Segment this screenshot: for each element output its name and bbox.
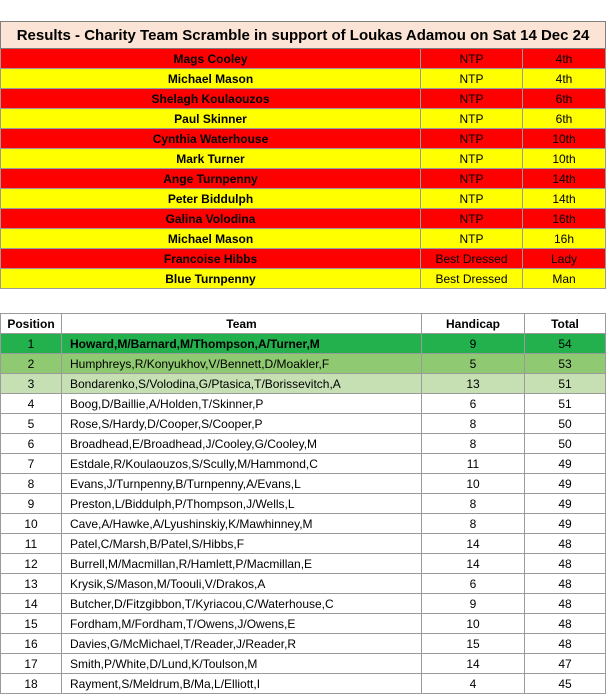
prize-row: [1, 249, 606, 269]
handicap-cell: 13: [422, 374, 525, 394]
prize-type: NTP: [421, 169, 523, 189]
prize-name: Galina Volodina: [1, 209, 421, 229]
position-cell: 3: [1, 374, 62, 394]
header-team: Team: [62, 314, 422, 334]
table-row: [1, 554, 606, 574]
results-header-row: [1, 314, 606, 334]
prize-name: Mags Cooley: [1, 49, 421, 69]
handicap-cell: 15: [422, 634, 525, 654]
table-row: [1, 534, 606, 554]
prize-row: [1, 209, 606, 229]
total-cell: 49: [525, 494, 606, 514]
team-cell: Patel,C/Marsh,B/Patel,S/Hibbs,F: [62, 534, 422, 554]
position-cell: 8: [1, 474, 62, 494]
team-cell: Preston,L/Biddulph,P/Thompson,J/Wells,L: [62, 494, 422, 514]
team-cell: Evans,J/Turnpenny,B/Turnpenny,A/Evans,L: [62, 474, 422, 494]
prize-value: 4th: [523, 69, 606, 89]
table-row: [1, 334, 606, 354]
total-cell: 49: [525, 514, 606, 534]
prize-value: 6th: [523, 89, 606, 109]
prize-name: Shelagh Koulaouzos: [1, 89, 421, 109]
prize-row: [1, 89, 606, 109]
table-row: [1, 434, 606, 454]
prize-row: [1, 49, 606, 69]
prize-type: NTP: [421, 149, 523, 169]
table-row: [1, 654, 606, 674]
team-cell: Smith,P/White,D/Lund,K/Toulson,M: [62, 654, 422, 674]
prize-value: Man: [523, 269, 606, 289]
team-cell: Estdale,R/Koulaouzos,S/Scully,M/Hammond,C: [62, 454, 422, 474]
handicap-cell: 8: [422, 514, 525, 534]
prize-value: 14th: [523, 189, 606, 209]
position-cell: 2: [1, 354, 62, 374]
position-cell: 6: [1, 434, 62, 454]
handicap-cell: 5: [422, 354, 525, 374]
table-row: [1, 474, 606, 494]
team-cell: Krysik,S/Mason,M/Toouli,V/Drakos,A: [62, 574, 422, 594]
position-cell: 13: [1, 574, 62, 594]
handicap-cell: 11: [422, 454, 525, 474]
prize-row: [1, 189, 606, 209]
prize-value: 16h: [523, 229, 606, 249]
total-cell: 48: [525, 534, 606, 554]
handicap-cell: 6: [422, 574, 525, 594]
prize-table: [0, 21, 606, 289]
position-cell: 7: [1, 454, 62, 474]
prize-name: Ange Turnpenny: [1, 169, 421, 189]
header-position: Position: [1, 314, 62, 334]
handicap-cell: 14: [422, 654, 525, 674]
prize-name: Mark Turner: [1, 149, 421, 169]
prize-name: Michael Mason: [1, 229, 421, 249]
table-row: [1, 614, 606, 634]
header-total: Total: [525, 314, 606, 334]
team-cell: Boog,D/Baillie,A/Holden,T/Skinner,P: [62, 394, 422, 414]
handicap-cell: 10: [422, 474, 525, 494]
prize-value: 4th: [523, 49, 606, 69]
prize-row: [1, 169, 606, 189]
handicap-cell: 6: [422, 394, 525, 414]
handicap-cell: 10: [422, 614, 525, 634]
position-cell: 1: [1, 334, 62, 354]
prize-type: NTP: [421, 109, 523, 129]
table-row: [1, 574, 606, 594]
position-cell: 10: [1, 514, 62, 534]
total-cell: 54: [525, 334, 606, 354]
total-cell: 49: [525, 474, 606, 494]
team-cell: Humphreys,R/Konyukhov,V/Bennett,D/Moakler,F: [62, 354, 422, 374]
prize-name: Blue Turnpenny: [1, 269, 421, 289]
team-cell: Burrell,M/Macmillan,R/Hamlett,P/Macmillan,E: [62, 554, 422, 574]
prize-value: 10th: [523, 149, 606, 169]
handicap-cell: 4: [422, 674, 525, 694]
prize-value: 16th: [523, 209, 606, 229]
total-cell: 53: [525, 354, 606, 374]
table-row: [1, 514, 606, 534]
prize-name: Michael Mason: [1, 69, 421, 89]
position-cell: 15: [1, 614, 62, 634]
team-cell: Rose,S/Hardy,D/Cooper,S/Cooper,P: [62, 414, 422, 434]
prize-row: [1, 149, 606, 169]
total-cell: 49: [525, 454, 606, 474]
prize-name: Cynthia Waterhouse: [1, 129, 421, 149]
total-cell: 50: [525, 434, 606, 454]
handicap-cell: 8: [422, 434, 525, 454]
position-cell: 17: [1, 654, 62, 674]
team-cell: Butcher,D/Fitzgibbon,T/Kyriacou,C/Waterhouse,C: [62, 594, 422, 614]
header-handicap: Handicap: [422, 314, 525, 334]
total-cell: 48: [525, 554, 606, 574]
prize-type: Best Dressed: [421, 249, 523, 269]
prize-row: [1, 129, 606, 149]
handicap-cell: 8: [422, 494, 525, 514]
table-row: [1, 634, 606, 654]
prize-value: Lady: [523, 249, 606, 269]
team-cell: Fordham,M/Fordham,T/Owens,J/Owens,E: [62, 614, 422, 634]
position-cell: 18: [1, 674, 62, 694]
prize-value: 6th: [523, 109, 606, 129]
table-row: [1, 374, 606, 394]
table-row: [1, 494, 606, 514]
position-cell: 9: [1, 494, 62, 514]
prize-type: NTP: [421, 49, 523, 69]
total-cell: 48: [525, 614, 606, 634]
position-cell: 4: [1, 394, 62, 414]
position-cell: 11: [1, 534, 62, 554]
handicap-cell: 9: [422, 334, 525, 354]
position-cell: 16: [1, 634, 62, 654]
table-row: [1, 674, 606, 694]
prize-type: NTP: [421, 229, 523, 249]
results-table: [0, 313, 606, 694]
prize-type: NTP: [421, 69, 523, 89]
page-title: Results - Charity Team Scramble in support of Loukas Adamou on Sat 14 Dec 24: [1, 22, 606, 49]
prize-row: [1, 109, 606, 129]
prize-type: Best Dressed: [421, 269, 523, 289]
position-cell: 5: [1, 414, 62, 434]
handicap-cell: 9: [422, 594, 525, 614]
prize-row: [1, 269, 606, 289]
prize-name: Paul Skinner: [1, 109, 421, 129]
prize-name: Peter Biddulph: [1, 189, 421, 209]
handicap-cell: 14: [422, 534, 525, 554]
total-cell: 48: [525, 594, 606, 614]
prize-type: NTP: [421, 129, 523, 149]
handicap-cell: 8: [422, 414, 525, 434]
handicap-cell: 14: [422, 554, 525, 574]
team-cell: Howard,M/Barnard,M/Thompson,A/Turner,M: [62, 334, 422, 354]
team-cell: Cave,A/Hawke,A/Lyushinskiy,K/Mawhinney,M: [62, 514, 422, 534]
prize-value: 10th: [523, 129, 606, 149]
prize-type: NTP: [421, 189, 523, 209]
team-cell: Broadhead,E/Broadhead,J/Cooley,G/Cooley,M: [62, 434, 422, 454]
table-row: [1, 354, 606, 374]
table-row: [1, 454, 606, 474]
prize-row: [1, 229, 606, 249]
prize-name: Francoise Hibbs: [1, 249, 421, 269]
table-row: [1, 414, 606, 434]
total-cell: 47: [525, 654, 606, 674]
total-cell: 48: [525, 574, 606, 594]
prize-type: NTP: [421, 209, 523, 229]
prize-row: [1, 69, 606, 89]
position-cell: 14: [1, 594, 62, 614]
team-cell: Bondarenko,S/Volodina,G/Ptasica,T/Borissevitch,A: [62, 374, 422, 394]
prize-type: NTP: [421, 89, 523, 109]
total-cell: 51: [525, 394, 606, 414]
table-row: [1, 594, 606, 614]
total-cell: 51: [525, 374, 606, 394]
total-cell: 50: [525, 414, 606, 434]
total-cell: 45: [525, 674, 606, 694]
prize-value: 14th: [523, 169, 606, 189]
team-cell: Davies,G/McMichael,T/Reader,J/Reader,R: [62, 634, 422, 654]
team-cell: Rayment,S/Meldrum,B/Ma,L/Elliott,I: [62, 674, 422, 694]
position-cell: 12: [1, 554, 62, 574]
table-row: [1, 394, 606, 414]
total-cell: 48: [525, 634, 606, 654]
